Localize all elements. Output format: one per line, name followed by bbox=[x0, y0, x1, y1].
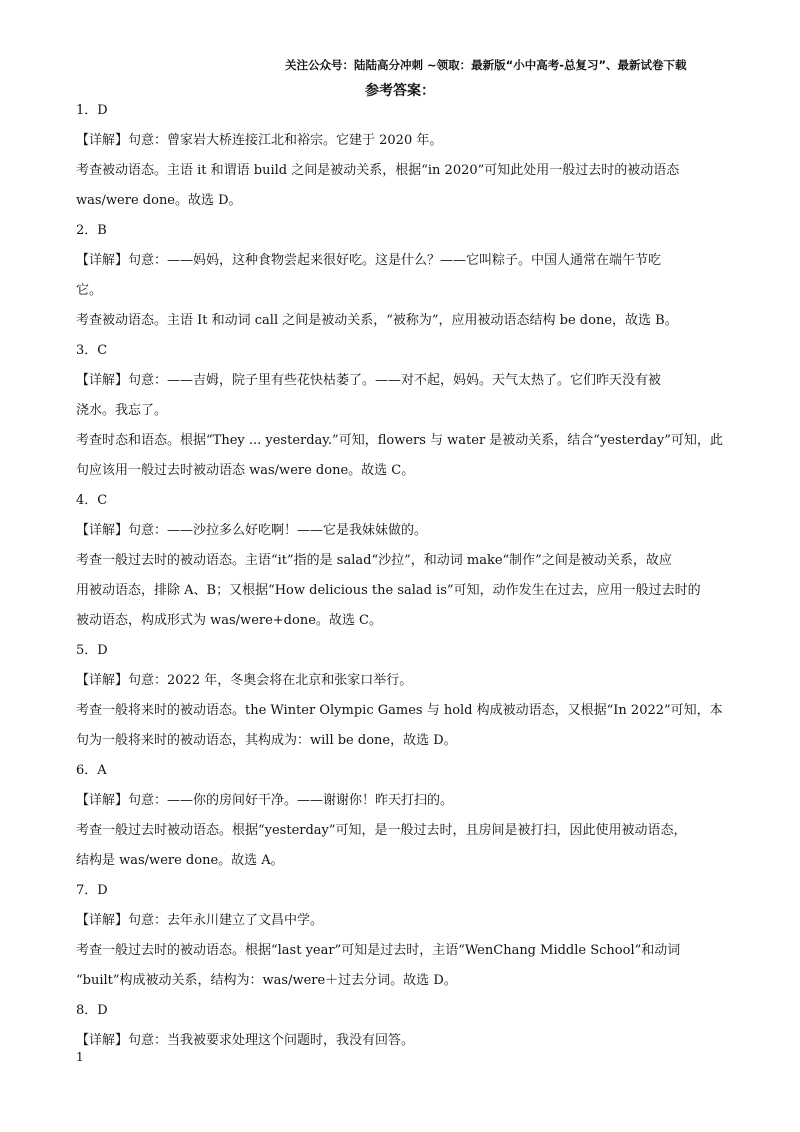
text-line: 6．A bbox=[76, 763, 107, 778]
text-line: 考查一般过去时的被动语态。主语“it”指的是 salad“沙拉”，和动词 make“制作”之间是被动关系，故应 bbox=[76, 553, 672, 568]
text-line: “built”构成被动关系，结构为：was/were＋过去分词。故选 D。 bbox=[76, 973, 457, 988]
text-line: 7．D bbox=[76, 883, 108, 898]
text-line: 浇水。我忘了。 bbox=[76, 403, 168, 418]
text-line: 1．D bbox=[76, 103, 108, 118]
text-line: 8．D bbox=[76, 1003, 108, 1018]
text-line: 考查时态和语态。根据“They ... yesterday.”可知，flowers 与 water 是被动关系，结合“yesterday”可知，此 bbox=[76, 433, 723, 448]
text-line: 被动语态，构成形式为 was/were+done。故选 C。 bbox=[76, 613, 382, 628]
answer-body bbox=[76, 96, 726, 1056]
text-line: 用被动语态，排除 A、B；又根据“How delicious the salad is”可知，动作发生在过去，应用一般过去时的 bbox=[76, 583, 701, 598]
text-line: 句应该用一般过去时被动语态 was/were done。故选 C。 bbox=[76, 463, 415, 478]
text-line: was/were done。故选 D。 bbox=[76, 193, 242, 208]
text-line: 考查一般过去时被动语态。根据“yesterday”可知，是一般过去时，且房间是被打扫，因此使用被动语态， bbox=[76, 823, 687, 838]
text-line: 2．B bbox=[76, 223, 107, 238]
text-line: 【详解】句意：——吉姆，院子里有些花快枯萎了。——对不起，妈妈。天气太热了。它们昨天没有被 bbox=[76, 373, 662, 388]
text-line: 【详解】句意：2022 年，冬奥会将在北京和张家口举行。 bbox=[76, 673, 413, 688]
text-line: 考查被动语态。主语 it 和谓语 build 之间是被动关系，根据“in 2020”可知此处用一般过去时的被动语态 bbox=[76, 163, 680, 178]
text-line: 【详解】句意：当我被要求处理这个问题时，我没有回答。 bbox=[76, 1033, 415, 1048]
text-line: 考查一般将来时的被动语态。the Winter Olympic Games 与 hold 构成被动语态，又根据“In 2022”可知，本 bbox=[76, 703, 723, 718]
text-line: 结构是 was/were done。故选 A。 bbox=[76, 853, 284, 868]
page-number: 1 bbox=[76, 1050, 84, 1064]
page-title: 参考答案： bbox=[365, 83, 435, 99]
text-line: 【详解】句意：曾家岩大桥连接江北和裕宗。它建于 2020 年。 bbox=[76, 133, 443, 148]
text-line: 【详解】句意：去年永川建立了文昌中学。 bbox=[76, 913, 324, 928]
text-line: 【详解】句意：——你的房间好干净。——谢谢你！昨天打扫的。 bbox=[76, 793, 454, 808]
text-line: 考查一般过去时的被动语态。根据“last year”可知是过去时，主语“WenChang Middle School”和动词 bbox=[76, 943, 681, 958]
text-line: 【详解】句意：——沙拉多么好吃啊！——它是我妹妹做的。 bbox=[76, 523, 428, 538]
text-line: 它。 bbox=[76, 283, 103, 298]
text-line: 【详解】句意：——妈妈，这种食物尝起来很好吃。这是什么？——它叫粽子。中国人通常在端午节吃 bbox=[76, 253, 662, 268]
text-line: 3．C bbox=[76, 343, 108, 358]
text-line: 5．D bbox=[76, 643, 108, 658]
text-line: 句为一般将来时的被动语态，其构成为：will be done，故选 D。 bbox=[76, 733, 457, 748]
text-line: 考查被动语态。主语 It 和动词 call 之间是被动关系，“被称为”，应用被动语态结构 be done，故选 B。 bbox=[76, 313, 678, 328]
text-line: 4．C bbox=[76, 493, 108, 508]
header-text: 关注公众号：陆陆高分冲刺 ~领取：最新版“小中高考-总复习”、最新试卷下载 bbox=[285, 58, 687, 72]
